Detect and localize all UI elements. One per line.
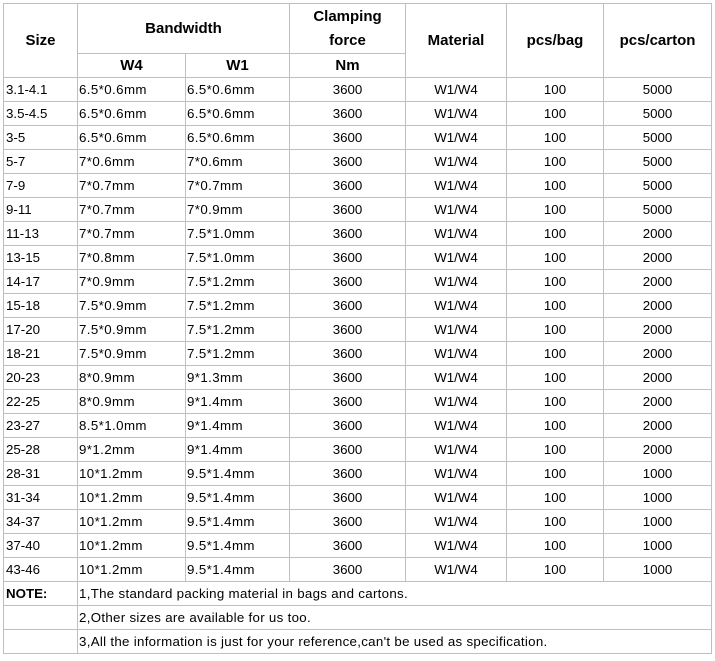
table-row (4, 222, 712, 246)
cell-w4: 10*1.2mm (78, 510, 186, 534)
cell-w1: 9*1.4mm (186, 438, 290, 462)
table-row (4, 486, 712, 510)
cell-size: 18-21 (4, 342, 78, 366)
cell-size: 25-28 (4, 438, 78, 462)
cell-size: 23-27 (4, 414, 78, 438)
cell-w1: 7.5*1.0mm (186, 246, 290, 270)
cell-pcs-carton: 2000 (604, 366, 712, 390)
cell-w1: 6.5*0.6mm (186, 102, 290, 126)
cell-clamping-force: 3600 (290, 414, 406, 438)
cell-material: W1/W4 (406, 342, 507, 366)
cell-pcs-carton: 5000 (604, 78, 712, 102)
cell-material: W1/W4 (406, 270, 507, 294)
table-row (4, 558, 712, 582)
cell-clamping-force: 3600 (290, 558, 406, 582)
cell-size: 7-9 (4, 174, 78, 198)
cell-w1: 7.5*1.2mm (186, 318, 290, 342)
cell-size: 9-11 (4, 198, 78, 222)
table-row (4, 366, 712, 390)
cell-pcs-bag: 100 (507, 534, 604, 558)
cell-size: 22-25 (4, 390, 78, 414)
cell-clamping-force: 3600 (290, 342, 406, 366)
cell-pcs-carton: 2000 (604, 342, 712, 366)
cell-w1: 7.5*1.2mm (186, 294, 290, 318)
cell-clamping-force: 3600 (290, 270, 406, 294)
cell-material: W1/W4 (406, 198, 507, 222)
cell-pcs-carton: 2000 (604, 294, 712, 318)
cell-pcs-bag: 100 (507, 462, 604, 486)
cell-size: 5-7 (4, 150, 78, 174)
cell-pcs-carton: 2000 (604, 318, 712, 342)
cell-pcs-carton: 5000 (604, 126, 712, 150)
cell-pcs-carton: 2000 (604, 270, 712, 294)
note-spacer (4, 606, 78, 630)
cell-clamping-force: 3600 (290, 78, 406, 102)
cell-material: W1/W4 (406, 438, 507, 462)
cell-size: 15-18 (4, 294, 78, 318)
table-row (4, 246, 712, 270)
cell-material: W1/W4 (406, 534, 507, 558)
cell-w1: 7.5*1.2mm (186, 270, 290, 294)
cell-w4: 10*1.2mm (78, 486, 186, 510)
cell-w1: 9.5*1.4mm (186, 534, 290, 558)
header-w4: W4 (78, 54, 186, 78)
cell-w1: 7*0.6mm (186, 150, 290, 174)
cell-pcs-bag: 100 (507, 510, 604, 534)
cell-w4: 7*0.9mm (78, 270, 186, 294)
cell-clamping-force: 3600 (290, 198, 406, 222)
header-size: Size (4, 4, 78, 78)
cell-clamping-force: 3600 (290, 150, 406, 174)
cell-pcs-bag: 100 (507, 486, 604, 510)
cell-clamping-force: 3600 (290, 366, 406, 390)
cell-w1: 6.5*0.6mm (186, 78, 290, 102)
header-pcs-bag: pcs/bag (507, 4, 604, 78)
cell-material: W1/W4 (406, 150, 507, 174)
cell-w1: 9.5*1.4mm (186, 510, 290, 534)
cell-w1: 9*1.4mm (186, 414, 290, 438)
cell-pcs-bag: 100 (507, 222, 604, 246)
cell-w1: 9*1.4mm (186, 390, 290, 414)
cell-clamping-force: 3600 (290, 246, 406, 270)
table-body (4, 78, 712, 582)
cell-pcs-carton: 1000 (604, 534, 712, 558)
notes-section (4, 582, 712, 654)
header-pcs-carton: pcs/carton (604, 4, 712, 78)
cell-size: 37-40 (4, 534, 78, 558)
note-spacer (4, 630, 78, 654)
note-item: 3,All the information is just for your reference,can't be used as specification. (78, 630, 712, 654)
cell-w1: 6.5*0.6mm (186, 126, 290, 150)
cell-w1: 7*0.9mm (186, 198, 290, 222)
table-row (4, 342, 712, 366)
cell-material: W1/W4 (406, 390, 507, 414)
table-row (4, 198, 712, 222)
table-row (4, 126, 712, 150)
cell-w4: 9*1.2mm (78, 438, 186, 462)
cell-w4: 7*0.8mm (78, 246, 186, 270)
cell-material: W1/W4 (406, 318, 507, 342)
cell-w4: 8.5*1.0mm (78, 414, 186, 438)
table-row (4, 462, 712, 486)
cell-pcs-carton: 2000 (604, 438, 712, 462)
cell-pcs-bag: 100 (507, 246, 604, 270)
cell-size: 31-34 (4, 486, 78, 510)
cell-w1: 7*0.7mm (186, 174, 290, 198)
cell-clamping-force: 3600 (290, 534, 406, 558)
cell-pcs-carton: 5000 (604, 150, 712, 174)
header-clamping-force (290, 4, 406, 54)
cell-pcs-bag: 100 (507, 342, 604, 366)
cell-pcs-bag: 100 (507, 78, 604, 102)
cell-clamping-force: 3600 (290, 294, 406, 318)
cell-material: W1/W4 (406, 78, 507, 102)
cell-pcs-bag: 100 (507, 198, 604, 222)
cell-material: W1/W4 (406, 486, 507, 510)
table-row (4, 150, 712, 174)
header-clamping-line2: force (329, 31, 366, 49)
table-row (4, 102, 712, 126)
note-label: NOTE: (4, 582, 78, 606)
cell-material: W1/W4 (406, 102, 507, 126)
table-row (4, 318, 712, 342)
header-material: Material (406, 4, 507, 78)
cell-material: W1/W4 (406, 294, 507, 318)
cell-pcs-carton: 5000 (604, 174, 712, 198)
cell-clamping-force: 3600 (290, 174, 406, 198)
table-row (4, 174, 712, 198)
cell-w4: 7*0.6mm (78, 150, 186, 174)
cell-pcs-bag: 100 (507, 270, 604, 294)
note-item: 1,The standard packing material in bags and cartons. (78, 582, 712, 606)
cell-material: W1/W4 (406, 222, 507, 246)
cell-size: 13-15 (4, 246, 78, 270)
cell-pcs-carton: 1000 (604, 558, 712, 582)
cell-clamping-force: 3600 (290, 390, 406, 414)
cell-w4: 7.5*0.9mm (78, 342, 186, 366)
cell-w1: 9*1.3mm (186, 366, 290, 390)
table-row (4, 78, 712, 102)
table-row (4, 414, 712, 438)
cell-pcs-carton: 2000 (604, 222, 712, 246)
cell-size: 3.1-4.1 (4, 78, 78, 102)
cell-material: W1/W4 (406, 414, 507, 438)
cell-clamping-force: 3600 (290, 318, 406, 342)
cell-w4: 8*0.9mm (78, 366, 186, 390)
cell-w1: 7.5*1.2mm (186, 342, 290, 366)
cell-size: 34-37 (4, 510, 78, 534)
cell-pcs-bag: 100 (507, 414, 604, 438)
table-row (4, 534, 712, 558)
cell-clamping-force: 3600 (290, 486, 406, 510)
cell-pcs-bag: 100 (507, 102, 604, 126)
cell-pcs-bag: 100 (507, 126, 604, 150)
cell-material: W1/W4 (406, 558, 507, 582)
cell-material: W1/W4 (406, 174, 507, 198)
cell-size: 43-46 (4, 558, 78, 582)
cell-w4: 6.5*0.6mm (78, 126, 186, 150)
cell-pcs-carton: 5000 (604, 102, 712, 126)
header-clamping-line1: Clamping (313, 7, 382, 25)
cell-w4: 7*0.7mm (78, 198, 186, 222)
cell-pcs-bag: 100 (507, 558, 604, 582)
cell-w4: 10*1.2mm (78, 534, 186, 558)
cell-w4: 8*0.9mm (78, 390, 186, 414)
cell-w4: 10*1.2mm (78, 462, 186, 486)
cell-pcs-bag: 100 (507, 294, 604, 318)
cell-size: 14-17 (4, 270, 78, 294)
cell-material: W1/W4 (406, 510, 507, 534)
table-row (4, 438, 712, 462)
header-bandwidth: Bandwidth (78, 4, 290, 54)
cell-size: 3-5 (4, 126, 78, 150)
table-row (4, 510, 712, 534)
cell-size: 20-23 (4, 366, 78, 390)
cell-size: 17-20 (4, 318, 78, 342)
note-item: 2,Other sizes are available for us too. (78, 606, 712, 630)
cell-pcs-bag: 100 (507, 318, 604, 342)
cell-pcs-carton: 2000 (604, 390, 712, 414)
cell-clamping-force: 3600 (290, 462, 406, 486)
cell-size: 3.5-4.5 (4, 102, 78, 126)
table-row (4, 294, 712, 318)
cell-pcs-carton: 2000 (604, 246, 712, 270)
cell-clamping-force: 3600 (290, 222, 406, 246)
cell-pcs-bag: 100 (507, 366, 604, 390)
cell-w1: 9.5*1.4mm (186, 486, 290, 510)
specification-table (3, 3, 712, 654)
cell-clamping-force: 3600 (290, 438, 406, 462)
cell-w4: 7*0.7mm (78, 222, 186, 246)
cell-w1: 7.5*1.0mm (186, 222, 290, 246)
cell-w4: 6.5*0.6mm (78, 78, 186, 102)
cell-clamping-force: 3600 (290, 126, 406, 150)
cell-pcs-carton: 5000 (604, 198, 712, 222)
cell-w4: 6.5*0.6mm (78, 102, 186, 126)
cell-w4: 7.5*0.9mm (78, 294, 186, 318)
cell-material: W1/W4 (406, 246, 507, 270)
cell-pcs-carton: 1000 (604, 486, 712, 510)
table-row (4, 390, 712, 414)
cell-w4: 7.5*0.9mm (78, 318, 186, 342)
cell-size: 28-31 (4, 462, 78, 486)
cell-material: W1/W4 (406, 126, 507, 150)
cell-pcs-bag: 100 (507, 438, 604, 462)
cell-w4: 10*1.2mm (78, 558, 186, 582)
cell-pcs-bag: 100 (507, 390, 604, 414)
cell-pcs-carton: 1000 (604, 462, 712, 486)
table-row (4, 270, 712, 294)
cell-pcs-carton: 2000 (604, 414, 712, 438)
cell-w1: 9.5*1.4mm (186, 462, 290, 486)
cell-size: 11-13 (4, 222, 78, 246)
cell-pcs-bag: 100 (507, 150, 604, 174)
cell-clamping-force: 3600 (290, 510, 406, 534)
cell-pcs-carton: 1000 (604, 510, 712, 534)
cell-w4: 7*0.7mm (78, 174, 186, 198)
cell-pcs-bag: 100 (507, 174, 604, 198)
header-clamping-unit: Nm (290, 54, 406, 78)
cell-material: W1/W4 (406, 366, 507, 390)
cell-clamping-force: 3600 (290, 102, 406, 126)
cell-material: W1/W4 (406, 462, 507, 486)
cell-w1: 9.5*1.4mm (186, 558, 290, 582)
header-w1: W1 (186, 54, 290, 78)
